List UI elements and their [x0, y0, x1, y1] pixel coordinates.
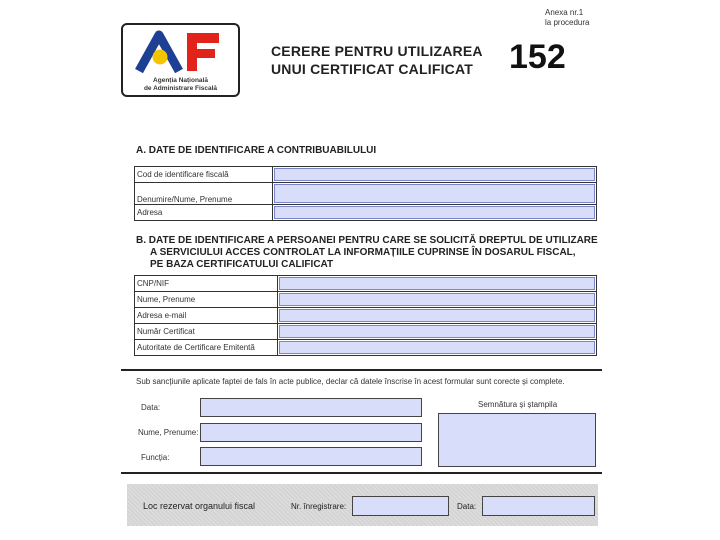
- row-label: Autoritate de Certificare Emitentă: [135, 340, 278, 356]
- section-a-heading: A. DATE DE IDENTIFICARE A CONTRIBUABILULUI: [136, 145, 377, 156]
- row-label: Denumire/Nume, Prenume: [135, 183, 273, 205]
- annex-note: [545, 8, 589, 28]
- table-row: [135, 276, 597, 292]
- fiscal-reserved-label: Loc rezervat organului fiscal: [143, 501, 256, 511]
- declaration-statement: Sub sancțiunile aplicate faptei de fals în acte publice, declar că datele înscrise în acest formular sunt corecte și complete.: [136, 377, 565, 386]
- signature-label: Semnătura și ștampila: [478, 400, 558, 409]
- date-input[interactable]: [200, 398, 422, 417]
- logo-text-line-2: de Administrare Fiscală: [143, 85, 218, 92]
- function-input[interactable]: [200, 447, 422, 466]
- row-label: CNP/NIF: [135, 276, 278, 292]
- annex-line-2: la procedura: [545, 18, 590, 27]
- issuing-authority-field[interactable]: [278, 340, 597, 356]
- section-b-heading: [136, 235, 598, 271]
- row-label: Adresa e-mail: [135, 308, 278, 324]
- name-field[interactable]: [273, 183, 597, 205]
- section-b-heading-line-2: A SERVICIULUI ACCES CONTROLAT LA INFORMAȚIILE CUPRINSE ÎN DOSARUL FISCAL,: [150, 247, 576, 258]
- title-line-2: UNUI CERTIFICAT CALIFICAT: [271, 61, 474, 77]
- fiscal-code-field[interactable]: [273, 167, 597, 183]
- annex-line-1: Anexa nr.1: [545, 8, 584, 17]
- person-name-field[interactable]: [278, 292, 597, 308]
- table-row: [135, 183, 597, 205]
- divider: [121, 472, 602, 474]
- form-number: 152: [509, 38, 566, 76]
- date-label: Data:: [141, 403, 161, 412]
- certificate-number-field[interactable]: [278, 324, 597, 340]
- anaf-logo: [121, 23, 240, 97]
- table-row: [135, 205, 597, 221]
- row-label: Adresa: [135, 205, 273, 221]
- fiscal-reserved-band: [127, 484, 598, 526]
- email-field[interactable]: [278, 308, 597, 324]
- divider: [121, 369, 602, 371]
- signer-name-input[interactable]: [200, 423, 422, 442]
- section-a-table: [134, 166, 597, 221]
- table-row: [135, 308, 597, 324]
- row-label: Nume, Prenume: [135, 292, 278, 308]
- table-row: [135, 340, 597, 356]
- section-b-table: [134, 275, 597, 356]
- row-label: Număr Certificat: [135, 324, 278, 340]
- address-field[interactable]: [273, 205, 597, 221]
- logo-text-line-1: Agenția Națională: [153, 77, 208, 84]
- function-label: Funcția:: [141, 453, 170, 462]
- table-row: [135, 292, 597, 308]
- fiscal-date-label: Data:: [457, 502, 477, 511]
- signer-name-label: Nume, Prenume:: [138, 428, 199, 437]
- row-label: Cod de identificare fiscală: [135, 167, 273, 183]
- table-row: [135, 324, 597, 340]
- cnp-field[interactable]: [278, 276, 597, 292]
- anaf-logo-icon: [133, 29, 231, 73]
- title-line-1: CERERE PENTRU UTILIZAREA: [271, 43, 483, 59]
- signature-box[interactable]: [438, 413, 596, 467]
- form-title: [271, 42, 483, 78]
- registration-number-input[interactable]: [352, 496, 449, 516]
- table-row: [135, 167, 597, 183]
- section-b-heading-line-3: PE BAZA CERTIFICATULUI CALIFICAT: [150, 259, 334, 270]
- fiscal-date-input[interactable]: [482, 496, 595, 516]
- registration-number-label: Nr. înregistrare:: [291, 502, 347, 511]
- section-b-heading-line-1: B. DATE DE IDENTIFICARE A PERSOANEI PENTRU CARE SE SOLICITĂ DREPTUL DE UTILIZARE: [136, 235, 598, 246]
